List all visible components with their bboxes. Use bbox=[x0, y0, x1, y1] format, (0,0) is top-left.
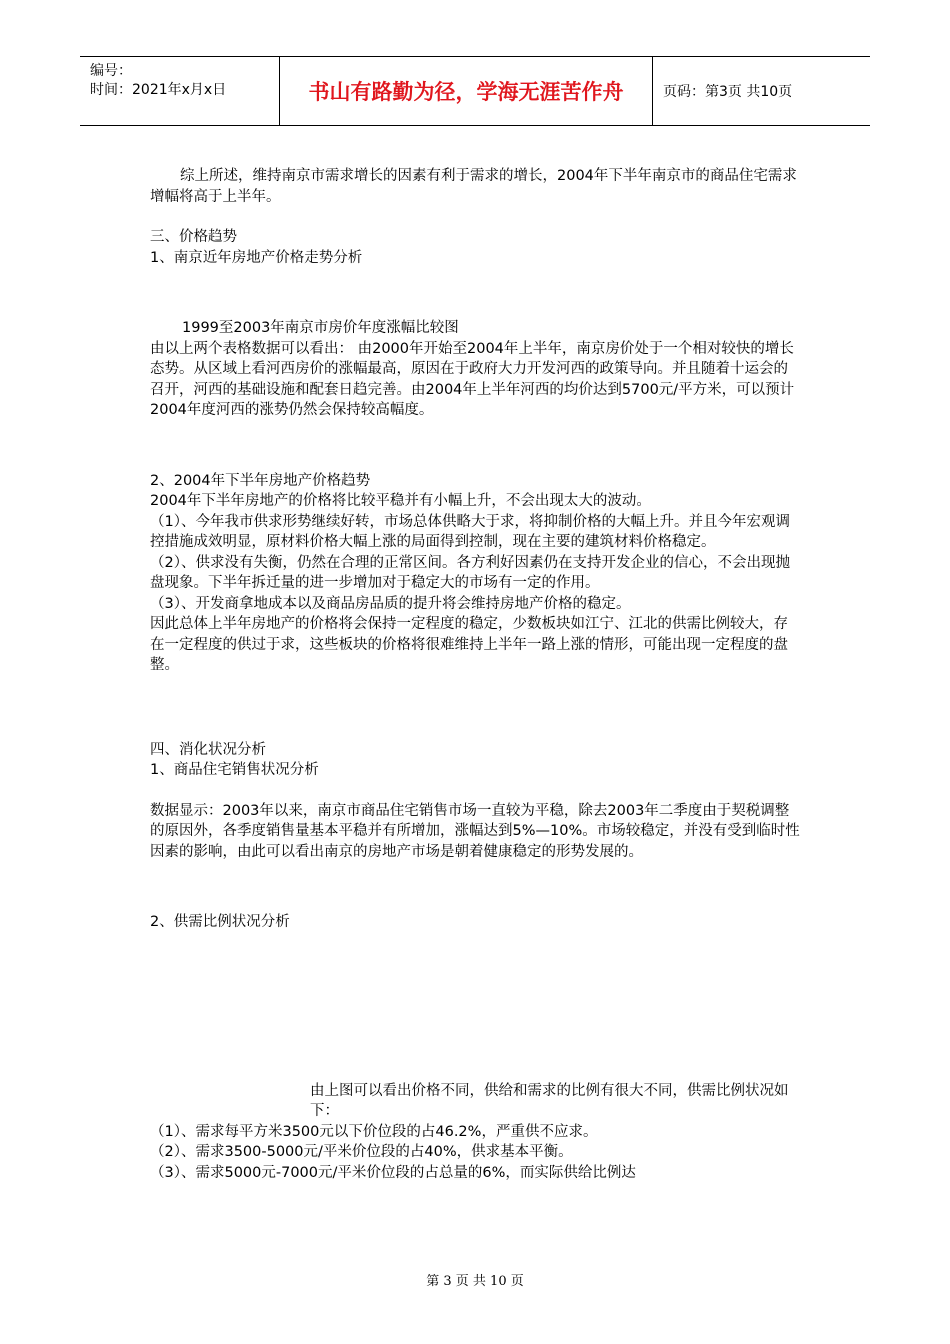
paragraph: 因此总体上半年房地产的价格将会保持一定程度的稳定，少数板块如江宁、江北的供需比例较大，存在一定程度的供过于求，这些板块的价格将很难维持上半年一路上涨的情形，可能出现一定程度的盘整。 bbox=[150, 616, 788, 673]
paragraph: （2）、供求没有失衡，仍然在合理的正常区间。各方利好因素仍在支持开发企业的信心，不会出现抛盘现象。下半年拆迁量的进一步增加对于稳定大的市场有一定的作用。 bbox=[150, 554, 790, 591]
section-heading: 三、价格趋势 bbox=[150, 229, 237, 245]
figure-caption: 1999至2003年南京市房价年度涨幅比较图 bbox=[182, 320, 459, 336]
section-heading: 四、消化状况分析 bbox=[150, 741, 266, 758]
paragraph: （3）、需求5000元-7000元/平米价位段的占总量的6%，而实际供给比例达 bbox=[150, 1164, 636, 1181]
paragraph: 由上图可以看出价格不同，供给和需求的比例有很大不同，供需比例状况如下： bbox=[310, 1082, 789, 1119]
subsection-heading: 1、商品住宅销售状况分析 bbox=[150, 762, 319, 778]
subsection-heading: 2、2004年下半年房地产价格趋势 bbox=[150, 472, 371, 489]
paragraph: （3）、开发商拿地成本以及商品房品质的提升将会维持房地产价格的稳定。 bbox=[150, 595, 631, 612]
paragraph: 2004年下半年房地产的价格将比较平稳并有小幅上升，不会出现太大的波动。 bbox=[150, 493, 651, 509]
document-body bbox=[150, 166, 800, 1183]
subsection-heading: 1、南京近年房地产价格走势分析 bbox=[150, 249, 363, 266]
time-label: 时间：2021年x月x日 bbox=[90, 82, 227, 98]
page-footer: 第 3 页 共 10 页 bbox=[426, 1274, 524, 1289]
paragraph: （1）、需求每平方米3500元以下价位段的占46.2%，严重供不应求。 bbox=[150, 1123, 598, 1140]
subsection-heading: 2、供需比例状况分析 bbox=[150, 914, 290, 930]
page-header bbox=[80, 56, 870, 126]
paragraph: 数据显示：2003年以来，南京市商品住宅销售市场一直较为平稳，除去2003年二季度由于契税调整的原因外，各季度销售量基本平稳并有所增加，涨幅达到5%—10%。市场较稳定，并没有受到临时性因素的影响，由此可以看出南京的房地产市场是朝着健康稳定的形势发展的。 bbox=[150, 802, 800, 860]
header-meta bbox=[80, 57, 280, 125]
paragraph: （2）、需求3500-5000元/平米价位段的占40%，供求基本平衡。 bbox=[150, 1144, 573, 1160]
header-page-info: 页码：第3页 共10页 bbox=[663, 84, 793, 100]
paragraph: 由以上两个表格数据可以看出： 由2000年开始至2004年上半年，南京房价处于一个相对较快的增长态势。从区域上看河西房价的涨幅最高，原因在于政府大力开发河西的政策导向。并且随着十运会的召开，河西的基础设施和配套日趋完善。由2004年上半年河西的均价达到5700元/平方米，可以预计2004年度河西的涨势仍然会保持较高幅度。 bbox=[150, 340, 795, 418]
paragraph: 综上所述，维持南京市需求增长的因素有利于需求的增长，2004年下半年南京市的商品住宅需求增幅将高于上半年。 bbox=[150, 168, 797, 205]
number-label: 编号： bbox=[90, 63, 132, 79]
header-motto: 书山有路勤为径，学海无涯苦作舟 bbox=[280, 57, 653, 125]
paragraph: （1）、今年我市供求形势继续好转，市场总体供略大于求，将抑制价格的大幅上升。并且今年宏观调控措施成效明显，原材料价格大幅上涨的局面得到控制，现在主要的建筑材料价格稳定。 bbox=[150, 513, 790, 550]
